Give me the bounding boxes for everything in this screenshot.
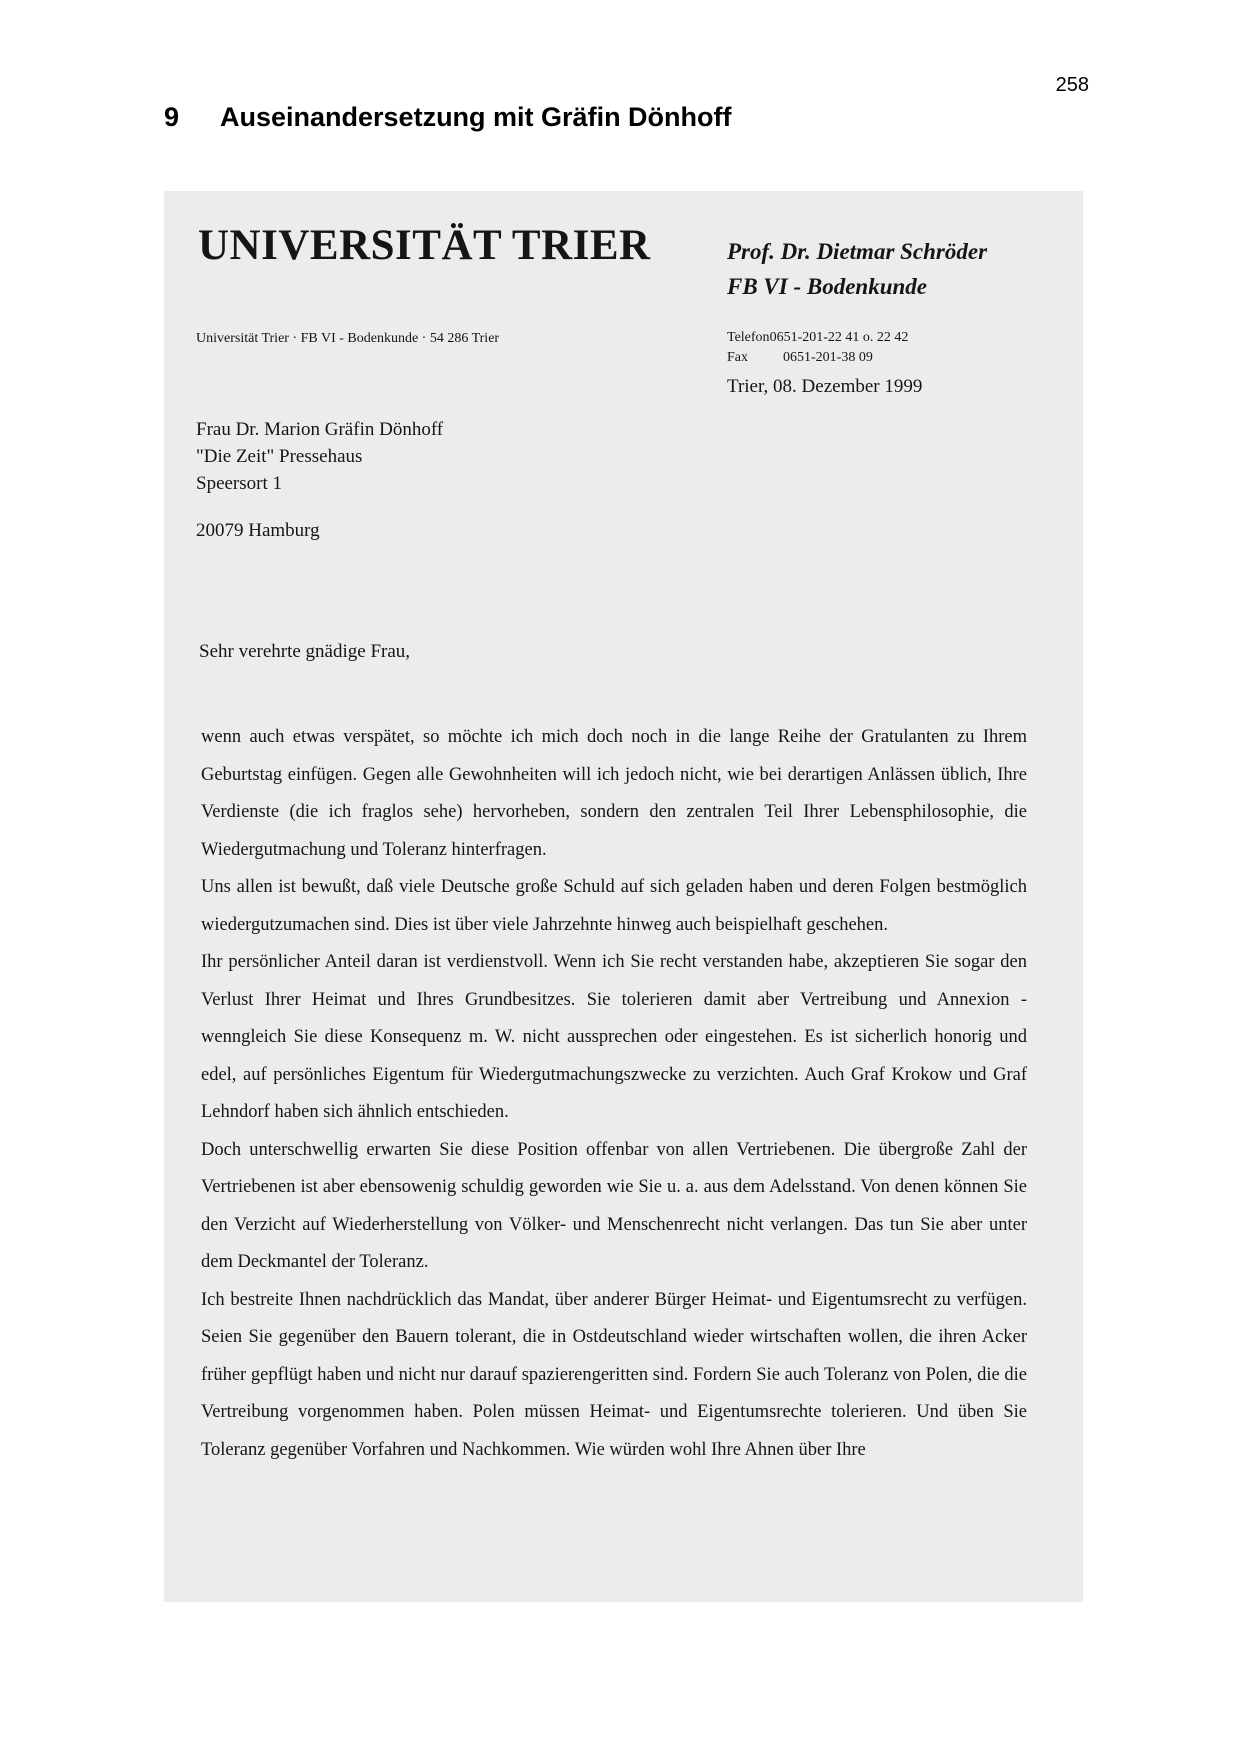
- recipient-address: [196, 416, 443, 497]
- recipient-city: 20079 Hamburg: [196, 520, 320, 541]
- letterhead-sender: [727, 234, 987, 304]
- fax-label: Fax: [727, 350, 748, 365]
- chapter-title: Auseinandersetzung mit Gräfin Dönhoff: [220, 102, 732, 132]
- fax-line: [727, 348, 908, 368]
- scanned-letter: [164, 191, 1083, 1602]
- body-paragraph: Doch unterschwellig erwarten Sie diese Position offenbar von allen Vertriebenen. Die übergroße Zahl der Vertriebenen ist aber ebensowenig schuldig geworden wie Sie u. a. aus dem Adelsstand. Von denen können Sie den Verzicht auf Wiederherstellung von Völker- und Menschenrecht nicht verlangen. Das tun Sie aber unter dem Deckmantel der Toleranz.: [201, 1139, 1027, 1272]
- recipient-name: Frau Dr. Marion Gräfin Dönhoff: [196, 419, 444, 440]
- body-paragraph: Ich bestreite Ihnen nachdrücklich das Mandat, über anderer Bürger Heimat- und Eigentumsrecht zu verfügen. Seien Sie gegenüber den Bauern tolerant, die in Ostdeutschland wieder wirtschaften wollen, die ihren Acker früher gepflügt haben und nicht nur darauf spazierengeritten sind. Fordern Sie auch Toleranz von Polen, die die Vertreibung vorgenommen haben. Polen müssen Heimat- und Eigentumsrechte tolerieren. Und üben Sie Toleranz gegenüber Vorfahren und Nachkommen. Wie würden wohl Ihre Ahnen über Ihre: [201, 1289, 1027, 1460]
- chapter-number: 9: [164, 102, 180, 132]
- recipient-street: Speersort 1: [196, 473, 283, 494]
- department-name: FB VI - Bodenkunde: [727, 274, 928, 299]
- contact-block: [727, 328, 908, 368]
- chapter-heading: [164, 102, 732, 133]
- body-paragraph: Uns allen ist bewußt, daß viele Deutsche große Schuld auf sich geladen haben und deren Folgen bestmöglich wiedergutzumachen sind. Dies ist über viele Jahrzehnte hinweg auch beispielhaft geschehen.: [201, 877, 1027, 935]
- letter-date: Trier, 08. Dezember 1999: [727, 376, 923, 397]
- body-paragraph: wenn auch etwas verspätet, so möchte ich mich doch noch in die lange Reihe der Gratulanten zu Ihrem Geburtstag einfügen. Gegen alle Gewohnheiten will ich jedoch nicht, wie bei derartigen Anlässen üblich, Ihre Verdienste (die ich fraglos sehe) hervorheben, sondern den zentralen Teil Ihrer Lebensphilosophie, die Wiedergutmachung und Toleranz hinterfragen.: [201, 727, 1027, 860]
- professor-name: Prof. Dr. Dietmar Schröder: [727, 239, 988, 264]
- letter-body: [201, 719, 1027, 1469]
- return-address-line: Universität Trier · FB VI - Bodenkunde · 54 286 Trier: [196, 331, 500, 346]
- recipient-org: "Die Zeit" Pressehaus: [196, 446, 363, 467]
- phone-label: Telefon: [727, 330, 770, 345]
- phone-line: [727, 328, 908, 348]
- phone-number: 0651-201-22 41 o. 22 42: [769, 330, 909, 345]
- salutation: Sehr verehrte gnädige Frau,: [199, 641, 411, 662]
- page-number: 258: [1055, 74, 1089, 96]
- fax-number: 0651-201-38 09: [783, 350, 873, 365]
- letterhead-university: UNIVERSITÄT TRIER: [198, 222, 651, 269]
- body-paragraph: Ihr persönlicher Anteil daran ist verdienstvoll. Wenn ich Sie recht verstanden habe, akzeptieren Sie sogar den Verlust Ihrer Heimat und Ihres Grundbesitzes. Sie tolerieren damit aber Vertreibung und Annexion - wenngleich Sie diese Konsequenz m. W. nicht aussprechen oder eingestehen. Es ist sicherlich honorig und edel, auf persönliches Eigentum für Wiedergutmachungszwecke zu verzichten. Auch Graf Krokow und Graf Lehndorf haben sich ähnlich entschieden.: [201, 952, 1027, 1122]
